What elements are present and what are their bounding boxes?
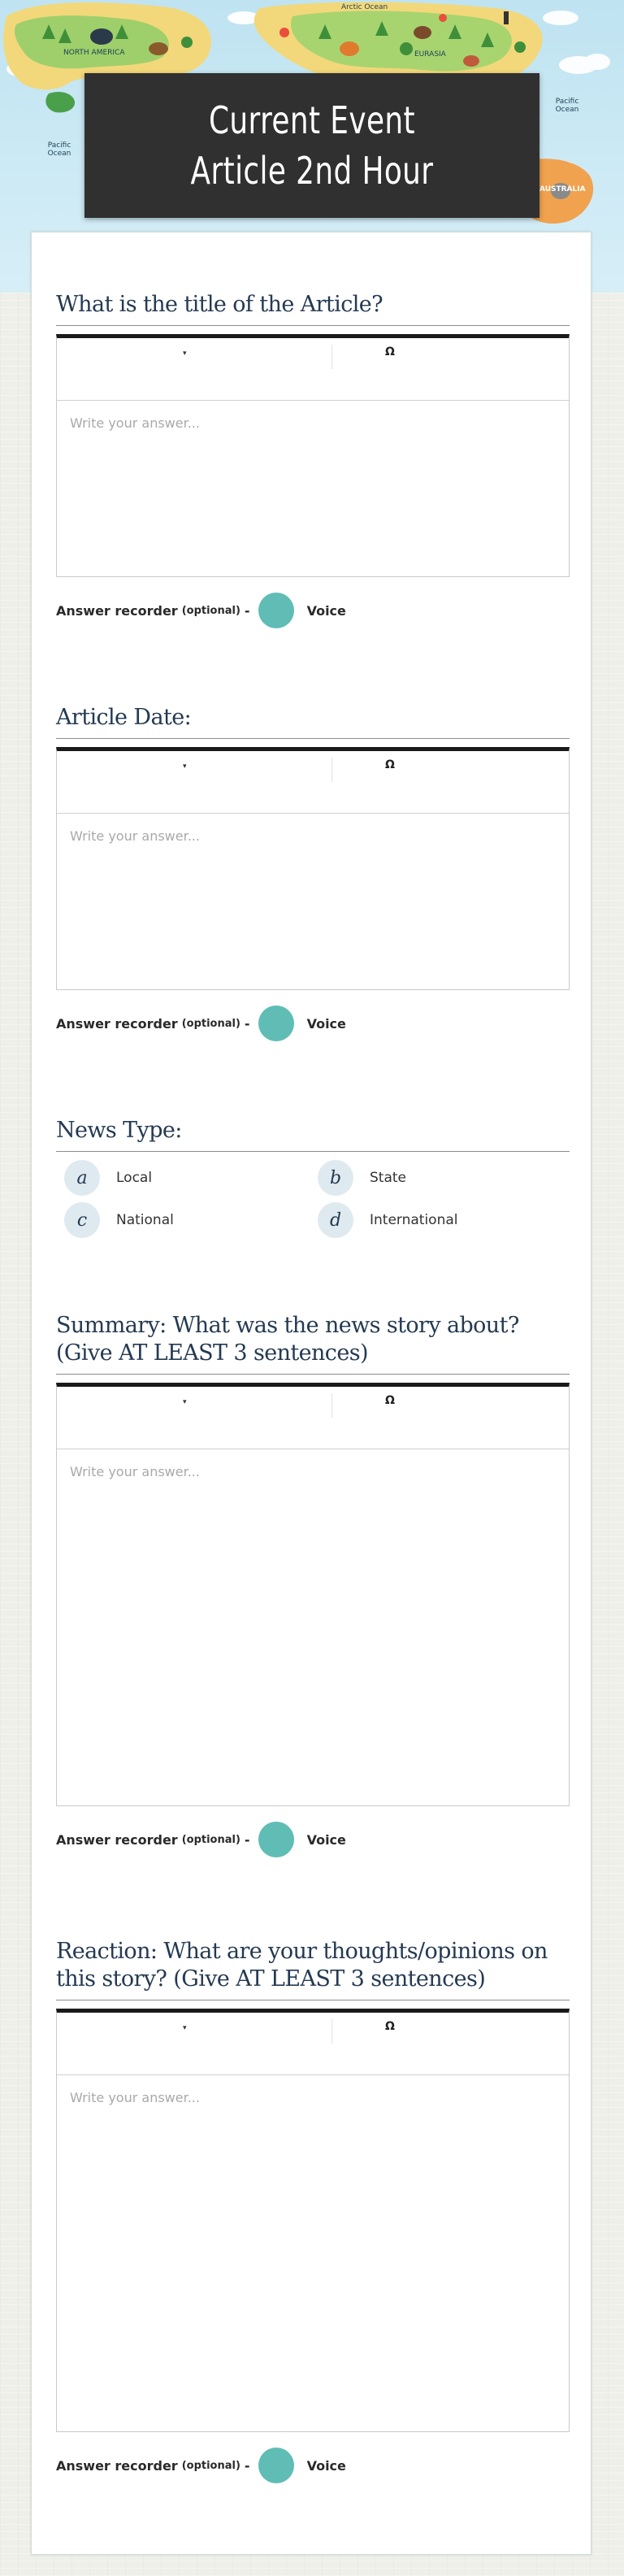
answer-input[interactable] (57, 401, 569, 576)
format-dropdown-caret-icon[interactable]: ▾ (183, 762, 187, 771)
option-state[interactable] (318, 1160, 406, 1196)
answer-input[interactable] (57, 2075, 569, 2431)
answer-editor (56, 2009, 570, 2432)
editor-toolbar (57, 1387, 569, 1449)
voice-label: Voice (306, 1015, 346, 1032)
question-divider (56, 1374, 570, 1375)
answer-recorder (56, 592, 570, 629)
answer-input[interactable] (57, 1449, 569, 1805)
special-characters-icon[interactable]: Ω (385, 758, 395, 771)
question-reaction (56, 1938, 570, 2484)
answer-input[interactable] (57, 814, 569, 989)
option-letter-badge: d (318, 1202, 353, 1238)
voice-label: Voice (306, 2457, 346, 2474)
recorder-label: Answer recorder (56, 602, 178, 619)
recorder-optional: (optional) (181, 1017, 240, 1030)
title-box (84, 73, 540, 218)
worksheet-card (31, 232, 592, 2555)
answer-editor (56, 747, 570, 990)
recorder-dash: - (244, 602, 250, 619)
map-label-north-america: NORTH AMERICA (63, 49, 125, 57)
answer-editor (56, 1383, 570, 1806)
answer-placeholder: Write your answer... (70, 1464, 200, 1479)
voice-label: Voice (306, 1831, 346, 1848)
news-type-options (56, 1160, 570, 1249)
option-label: State (370, 1170, 406, 1186)
answer-editor (56, 334, 570, 577)
question-divider (56, 738, 570, 739)
voice-record-button[interactable] (258, 1006, 294, 1041)
answer-placeholder: Write your answer... (70, 415, 200, 431)
question-title: Reaction: What are your thoughts/opinions on this story? (Give AT LEAST 3 sentences) (56, 1939, 548, 1992)
answer-placeholder: Write your answer... (70, 828, 200, 844)
question-title: What is the title of the Article? (56, 292, 384, 317)
format-dropdown-caret-icon[interactable]: ▾ (183, 350, 187, 358)
recorder-optional: (optional) (181, 604, 240, 617)
editor-toolbar (57, 2013, 569, 2075)
question-title: News Type: (56, 1118, 182, 1143)
option-letter-badge: b (318, 1160, 353, 1196)
voice-record-button[interactable] (258, 1822, 294, 1857)
question-article-date (56, 704, 570, 1042)
map-label-pacific-right: Pacific Ocean (555, 98, 579, 114)
map-label-arctic: Arctic Ocean (341, 3, 388, 11)
answer-recorder (56, 2447, 570, 2484)
answer-recorder (56, 1821, 570, 1858)
voice-record-button[interactable] (258, 2448, 294, 2483)
editor-toolbar (57, 338, 569, 401)
option-label: Local (116, 1170, 153, 1186)
map-label-australia: AUSTRALIA (540, 185, 586, 193)
recorder-dash: - (244, 1831, 250, 1848)
voice-label: Voice (306, 602, 346, 619)
question-news-type (56, 1117, 570, 1249)
option-letter-badge: a (64, 1160, 100, 1196)
answer-recorder (56, 1005, 570, 1042)
option-local[interactable] (64, 1160, 152, 1196)
voice-record-button[interactable] (258, 593, 294, 628)
format-dropdown-caret-icon[interactable]: ▾ (183, 2024, 187, 2032)
special-characters-icon[interactable]: Ω (385, 1394, 395, 1407)
question-title: Article Date: (56, 705, 192, 730)
editor-toolbar (57, 751, 569, 814)
recorder-label: Answer recorder (56, 1015, 178, 1032)
map-label-eurasia: EURASIA (414, 50, 446, 59)
option-label: National (116, 1212, 174, 1228)
map-label-pacific-left: Pacific Ocean (47, 141, 72, 158)
page-title: Current Event Article 2nd Hour (190, 98, 434, 193)
special-characters-icon[interactable]: Ω (385, 345, 395, 358)
question-divider (56, 325, 570, 326)
question-summary (56, 1312, 570, 1858)
question-divider (56, 1151, 570, 1152)
question-title: Summary: What was the news story about? (Give AT LEAST 3 sentences) (56, 1313, 519, 1366)
recorder-optional: (optional) (181, 1833, 240, 1846)
special-characters-icon[interactable]: Ω (385, 2020, 395, 2033)
option-international[interactable] (318, 1202, 458, 1238)
answer-placeholder: Write your answer... (70, 2090, 200, 2105)
recorder-dash: - (244, 1015, 250, 1032)
option-letter-badge: c (64, 1202, 100, 1238)
recorder-dash: - (244, 2457, 250, 2474)
recorder-label: Answer recorder (56, 2457, 178, 2474)
format-dropdown-caret-icon[interactable]: ▾ (183, 1398, 187, 1406)
question-article-title (56, 291, 570, 629)
recorder-label: Answer recorder (56, 1831, 178, 1848)
option-label: International (370, 1212, 458, 1228)
recorder-optional: (optional) (181, 2459, 240, 2472)
option-national[interactable] (64, 1202, 174, 1238)
